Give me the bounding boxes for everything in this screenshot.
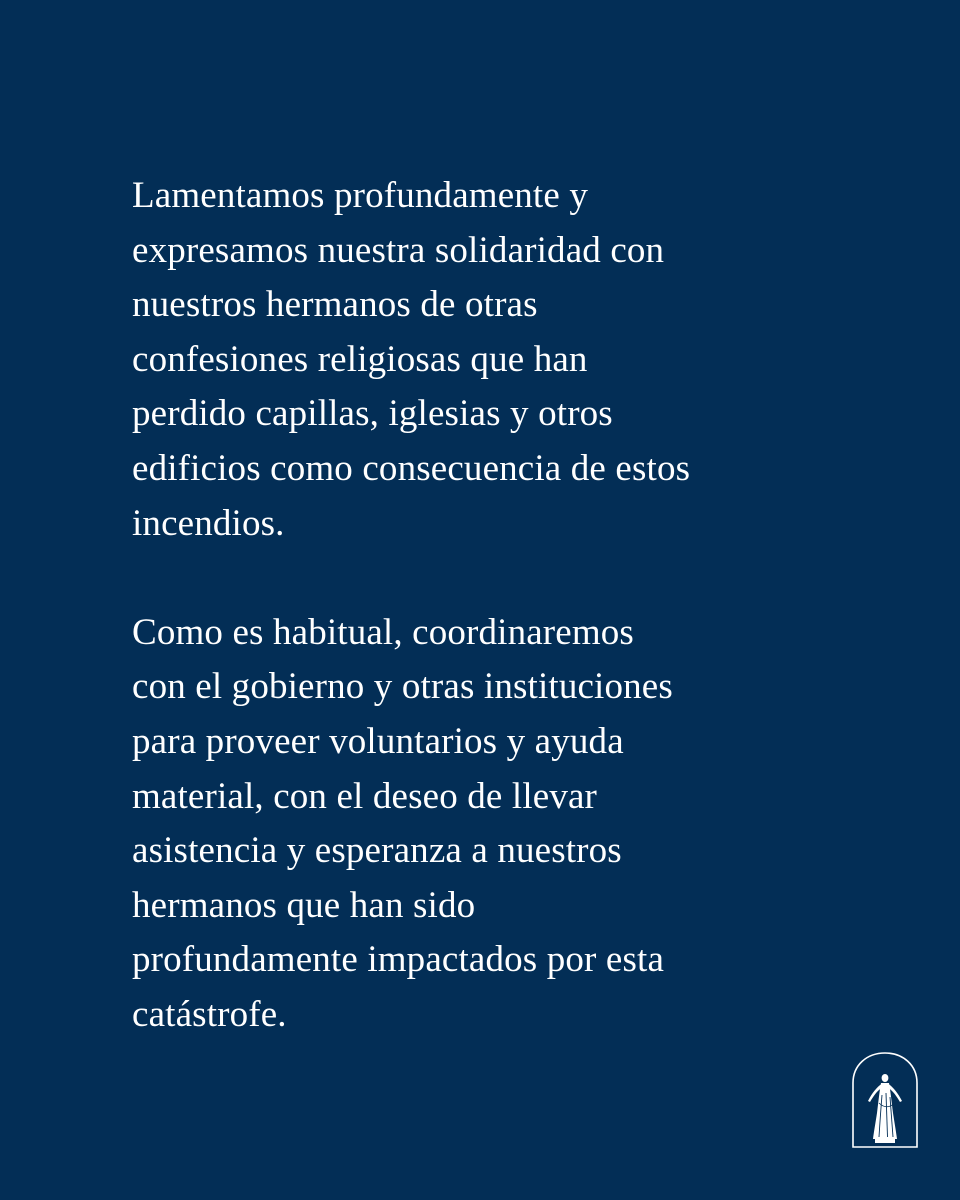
text-line: material, con el deseo de llevar xyxy=(132,775,598,817)
text-line: incendios. xyxy=(132,502,285,544)
paragraph-spacer xyxy=(132,551,852,606)
text-line: expresamos nuestra solidaridad con xyxy=(132,229,665,271)
paragraph-1 xyxy=(132,169,852,551)
text-line: nuestros hermanos de otras xyxy=(132,284,538,326)
text-line: edificios como consecuencia de estos xyxy=(132,447,691,489)
text-line: para proveer voluntarios y ayuda xyxy=(132,720,624,762)
statement-text xyxy=(132,169,852,1043)
text-line: catástrofe. xyxy=(132,993,287,1035)
paragraph-2 xyxy=(132,606,852,1043)
text-line: profundamente impactados por esta xyxy=(132,939,665,981)
text-line: Como es habitual, coordinaremos xyxy=(132,611,634,653)
text-line: perdido capillas, iglesias y otros xyxy=(132,393,613,435)
text-line: hermanos que han sido xyxy=(132,884,476,926)
text-line: Lamentamos profundamente y xyxy=(132,175,588,216)
christus-statue-arch-icon xyxy=(851,1051,919,1149)
text-line: confesiones religiosas que han xyxy=(132,338,588,380)
text-line: con el gobierno y otras instituciones xyxy=(132,666,673,708)
text-line: asistencia y esperanza a nuestros xyxy=(132,830,622,872)
